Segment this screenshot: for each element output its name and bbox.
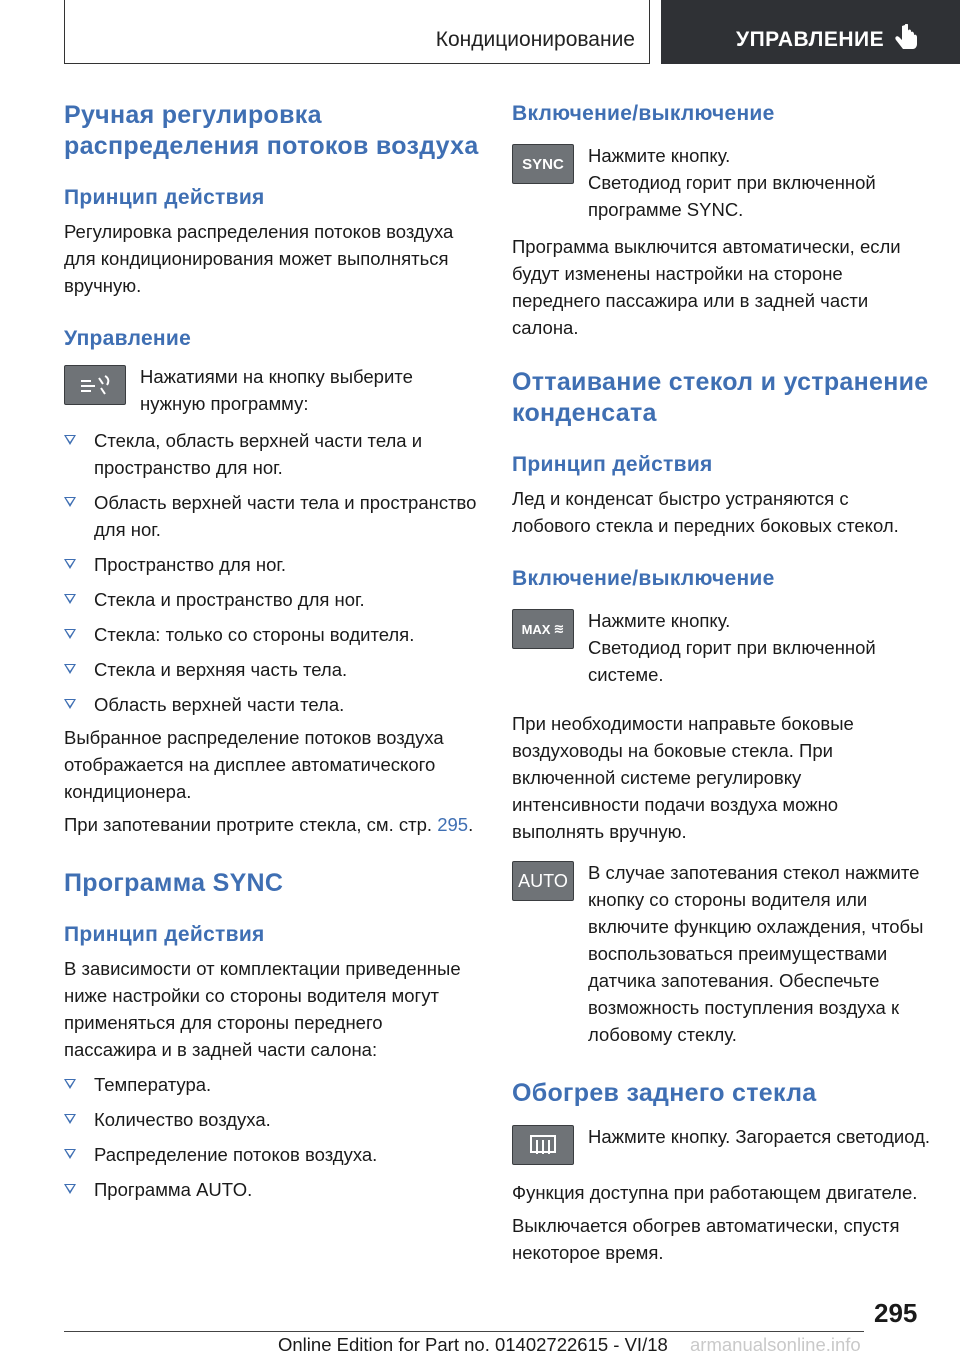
vents-text: При необходимости направьте боковые воздуховоды на боковые стекла. При включенной системе регулировку интенсивности подачи воздуха можно выполнять вручную. — [512, 713, 854, 842]
header-chapter-box — [661, 0, 960, 64]
max-press-text: Нажмите кнопку. — [588, 610, 731, 631]
principle-heading: Принцип действия — [64, 186, 265, 209]
right-column — [512, 100, 932, 1266]
airflow-options-list — [64, 427, 479, 718]
left-column — [64, 100, 479, 1203]
max-led-text: Светодиод горит при включенной системе. — [588, 637, 876, 685]
watermark: armanualsonline.info — [690, 1334, 861, 1355]
footer-edition: Online Edition for Part no. 01402722615 - VI/18 — [278, 1334, 668, 1355]
list-item: Пространство для ног. — [64, 551, 479, 578]
pointing-hand-icon — [893, 24, 919, 54]
sync-title: Программа SYNC — [64, 869, 284, 897]
list-item: Программа AUTO. — [64, 1176, 479, 1203]
auto-button-icon: AUTO — [512, 861, 574, 901]
header-section-title: Кондиционирование — [435, 28, 635, 51]
sync-button-row — [512, 142, 932, 223]
list-item: Количество воздуха. — [64, 1106, 479, 1133]
rear-window-title: Обогрев заднего стекла — [512, 1079, 817, 1107]
list-item: Распределение потоков воздуха. — [64, 1141, 479, 1168]
max-defrost-button-icon: MAX ≋ — [512, 609, 574, 649]
rear-auto-off-text: Выключается обогрев автоматически, спустя некоторое время. — [512, 1215, 900, 1263]
defrost-principle-text: Лед и конденсат быстро устраняются с лобового стекла и передних боковых стекол. — [512, 488, 899, 536]
sync-press-text: Нажмите кнопку. — [588, 145, 731, 166]
airflow-button-row — [64, 363, 479, 417]
auto-text: В случае запотевания стекол нажмите кнопку со стороны водителя или включите функцию охлаждения, чтобы воспользоваться преимуществами датчика запотевания. Обеспечьте возможность поступления воздуха к лобовому стеклу. — [588, 862, 924, 1045]
list-item: Область верхней части тела и пространство для ног. — [64, 489, 479, 543]
page-number: 295 — [874, 1298, 918, 1328]
sync-button-icon: SYNC — [512, 144, 574, 184]
sync-onoff-heading: Включение/выключение — [512, 102, 775, 125]
auto-button-row — [512, 859, 932, 1048]
manual-airflow-title: Ручная регулировка распределения потоков воздуха — [64, 101, 479, 160]
list-item: Температура. — [64, 1071, 479, 1098]
sync-items-list — [64, 1071, 479, 1203]
sync-led-text: Светодиод горит при включенной программе SYNC. — [588, 172, 876, 220]
max-button-row — [512, 607, 932, 688]
header-chapter-title: УПРАВЛЕНИЕ — [736, 28, 885, 51]
rear-press-text: Нажмите кнопку. Загорается светодиод. — [588, 1126, 931, 1147]
list-item: Стекла и пространство для ног. — [64, 586, 479, 613]
list-item: Стекла, область верхней части тела и пространство для ног. — [64, 427, 479, 481]
defrost-principle-heading: Принцип действия — [512, 453, 713, 476]
fog-text: При запотевании протрите стекла, см. стр. 295. — [64, 814, 474, 835]
header-section-box — [64, 0, 650, 64]
control-text: Нажатиями на кнопку выберите нужную программу: — [140, 366, 413, 414]
defrost-title: Оттаивание стекол и устранение конденсата — [512, 368, 929, 427]
control-heading: Управление — [64, 327, 192, 350]
sync-text: В зависимости от комплектации приведенные ниже настройки со стороны водителя могут применяться для стороны переднего пассажира и в задней части салона: — [64, 958, 461, 1060]
principle-text: Регулировка распределения потоков воздуха для кондиционирования может выполняться вручную. — [64, 221, 454, 296]
page-link[interactable]: 295 — [437, 814, 469, 835]
list-item: Стекла: только со стороны водителя. — [64, 621, 479, 648]
list-item: Стекла и верхняя часть тела. — [64, 656, 479, 683]
rear-button-row — [512, 1123, 932, 1165]
sync-off-text: Программа выключится автоматически, если будут изменены настройки на стороне переднего пассажира или в задней части салона. — [512, 236, 901, 338]
list-item: Область верхней части тела. — [64, 691, 479, 718]
airflow-distribution-button-icon — [64, 365, 126, 405]
sync-principle-heading: Принцип действия — [64, 923, 265, 946]
footer-divider — [64, 1331, 864, 1332]
defrost-onoff-heading: Включение/выключение — [512, 567, 775, 590]
display-text: Выбранное распределение потоков воздуха отображается на дисплее автоматического кондиционера. — [64, 727, 444, 802]
rear-engine-text: Функция доступна при работающем двигателе. — [512, 1182, 918, 1203]
rear-window-heating-icon — [512, 1125, 574, 1165]
